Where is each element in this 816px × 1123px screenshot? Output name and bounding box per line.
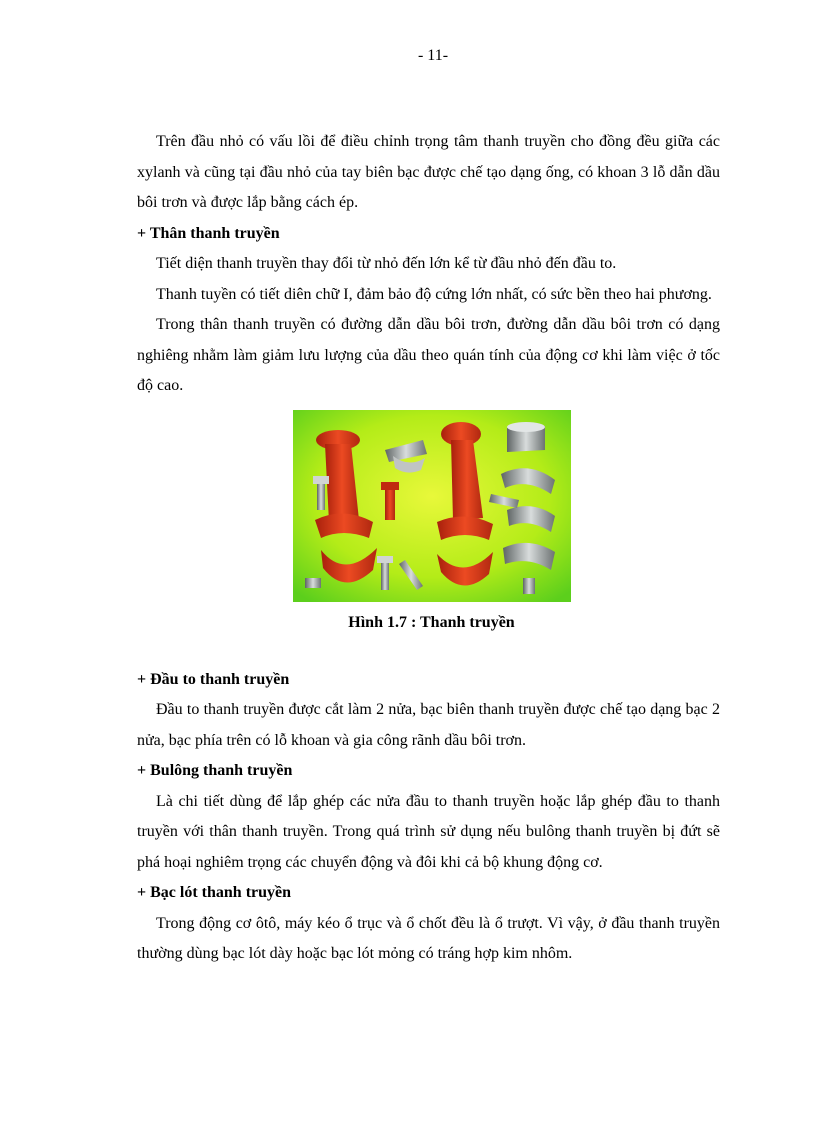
heading-rod-body: + Thân thanh truyền xyxy=(137,224,280,242)
connecting-rod-illustration xyxy=(293,410,571,602)
rod-body-paragraph-3: Trong thân thanh truyền có đường dẫn dầu bôi trơn, đường dẫn dầu bôi trơn có dạng nghiêng nhằm làm giảm lưu lượng của dầu theo quán tính của động cơ khi làm việc ở tốc độ cao. xyxy=(137,316,720,394)
rod-body-paragraph-1: Tiết diện thanh truyền thay đổi từ nhỏ đến lớn kể từ đầu nhỏ đến đầu to. xyxy=(156,255,617,272)
page-number: - 11- xyxy=(417,47,449,64)
page-body xyxy=(137,127,720,970)
heading-bearing: + Bạc lót thanh truyền xyxy=(137,884,292,901)
heading-big-end: + Đầu to thanh truyền xyxy=(137,670,290,688)
heading-bolt: + Bulông thanh truyền xyxy=(137,762,293,779)
connecting-rod-figure xyxy=(293,410,571,602)
bolt-paragraph: Là chi tiết dùng để lắp ghép các nửa đầu to thanh truyền hoặc lắp ghép đầu to thanh truyền với thân thanh truyền. Trong quá trình sử dụng nếu bulông thanh truyền bị đứt sẽ phá hoại nghiêm trọng các chuyển động và đôi khi cả bộ khung động cơ. xyxy=(137,792,720,871)
intro-paragraph: Trên đầu nhỏ có vấu lồi để điều chỉnh trọng tâm thanh truyền cho đồng đều giữa các xylanh và cũng tại đầu nhỏ của tay biên bạc được chế tạo dạng ống, có khoan 3 lỗ dẫn dầu bôi trơn và được lắp bằng cách ép. xyxy=(137,133,720,211)
bearing-paragraph: Trong động cơ ôtô, máy kéo ổ trục và ổ chốt đều là ổ trượt. Vì vậy, ở đầu thanh truyền thường dùng bạc lót dày hoặc bạc lót mỏng có tráng hợp kim nhôm. xyxy=(137,914,720,962)
big-end-paragraph: Đầu to thanh truyền được cắt làm 2 nửa, bạc biên thanh truyền được chế tạo dạng bạc 2 nửa, bạc phía trên có lỗ khoan và gia công rãnh dầu bôi trơn. xyxy=(137,701,720,749)
rod-body-paragraph-2: Thanh tuyền có tiết diên chữ I, đảm bảo độ cứng lớn nhất, có sức bền theo hai phương. xyxy=(156,285,712,303)
figure-caption: Hình 1.7 : Thanh truyền xyxy=(348,613,515,631)
